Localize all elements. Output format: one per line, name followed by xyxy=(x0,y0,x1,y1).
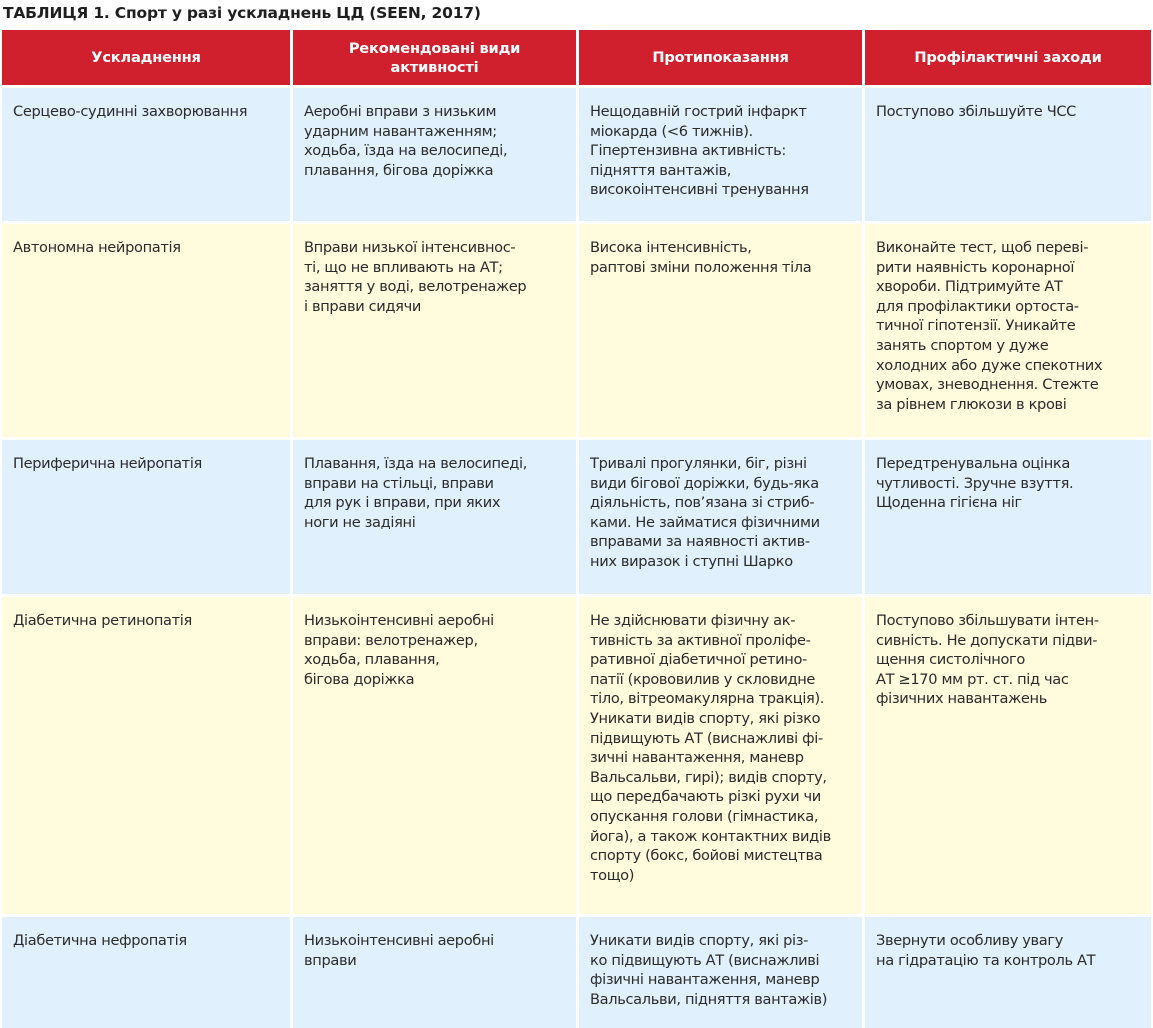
cell-prevention: Виконайте тест, щоб переві- рити наявність коронарної хвороби. Підтримуйте АТ для профілактики ортоста- тичної гіпотензії. Уникайте занять спортом у дуже холодних або дуже спекотних умовах, зневоднення. Стежте за рівнем глюкози в крові xyxy=(865,224,1151,437)
cell-complication: Діабетична ретинопатія xyxy=(2,597,290,914)
cell-contraindications: Не здійснювати фізичну ак- тивність за активної проліфе- ративної діабетичної ретино- патії (крововилив у скловидне тіло, вітреомакулярна тракція). Уникати видів спорту, які різко підвищують АТ (виснажливі фі- зичні навантаження, маневр Вальсальви, гирі); видів спорту, що передбачають різкі рухи чи опускання голови (гімнастика, йога), а також контактних видів спорту (бокс, бойові мистецтва тощо) xyxy=(579,597,862,914)
cell-prevention: Звернути особливу увагу на гідратацію та контроль АТ xyxy=(865,917,1151,1028)
cell-contraindications: Нещодавній гострий інфаркт міокарда (<6 тижнів). Гіпертензивна активність: підняття вантажів, високоінтенсивні тренування xyxy=(579,88,862,221)
header-contraindications: Протипоказання xyxy=(579,30,862,85)
cell-complication: Діабетична нефропатія xyxy=(2,917,290,1028)
complications-table xyxy=(2,30,1151,1028)
header-complication: Ускладнення xyxy=(2,30,290,85)
header-prevention: Профілактичні заходи xyxy=(865,30,1151,85)
cell-prevention: Поступово збільшуйте ЧСС xyxy=(865,88,1151,221)
cell-complication: Серцево-судинні захворювання xyxy=(2,88,290,221)
cell-complication: Автономна нейропатія xyxy=(2,224,290,437)
cell-recommended: Плавання, їзда на велосипеді, вправи на стільці, вправи для рук і вправи, при яких ноги не задіяні xyxy=(293,440,576,594)
cell-contraindications: Уникати видів спорту, які різ- ко підвищують АТ (виснажливі фізичні навантаження, маневр Вальсальви, підняття вантажів) xyxy=(579,917,862,1028)
cell-prevention: Передтренувальна оцінка чутливості. Зручне взуття. Щоденна гігієна ніг xyxy=(865,440,1151,594)
cell-recommended: Низькоінтенсивні аеробні вправи xyxy=(293,917,576,1028)
cell-recommended: Вправи низької інтенсивнос- ті, що не впливають на АТ; заняття у воді, велотренажер і вправи сидячи xyxy=(293,224,576,437)
cell-prevention: Поступово збільшувати інтен- сивність. Не допускати підви- щення систолічного АТ ≥170 мм рт. ст. під час фізичних навантажень xyxy=(865,597,1151,914)
cell-complication: Периферична нейропатія xyxy=(2,440,290,594)
header-recommended-activities: Рекомендовані види активності xyxy=(293,30,576,85)
cell-recommended: Аеробні вправи з низьким ударним навантаженням; ходьба, їзда на велосипеді, плавання, бігова доріжка xyxy=(293,88,576,221)
cell-recommended: Низькоінтенсивні аеробні вправи: велотренажер, ходьба, плавання, бігова доріжка xyxy=(293,597,576,914)
cell-contraindications: Висока інтенсивність, раптові зміни положення тіла xyxy=(579,224,862,437)
table-title: ТАБЛИЦЯ 1. Спорт у разі ускладнень ЦД (SEEN, 2017) xyxy=(3,4,481,22)
cell-contraindications: Тривалі прогулянки, біг, різні види бігової доріжки, будь-яка діяльність, пов’язана зі стриб- ками. Не займатися фізичними вправами за наявності актив- них виразок і ступні Шарко xyxy=(579,440,862,594)
